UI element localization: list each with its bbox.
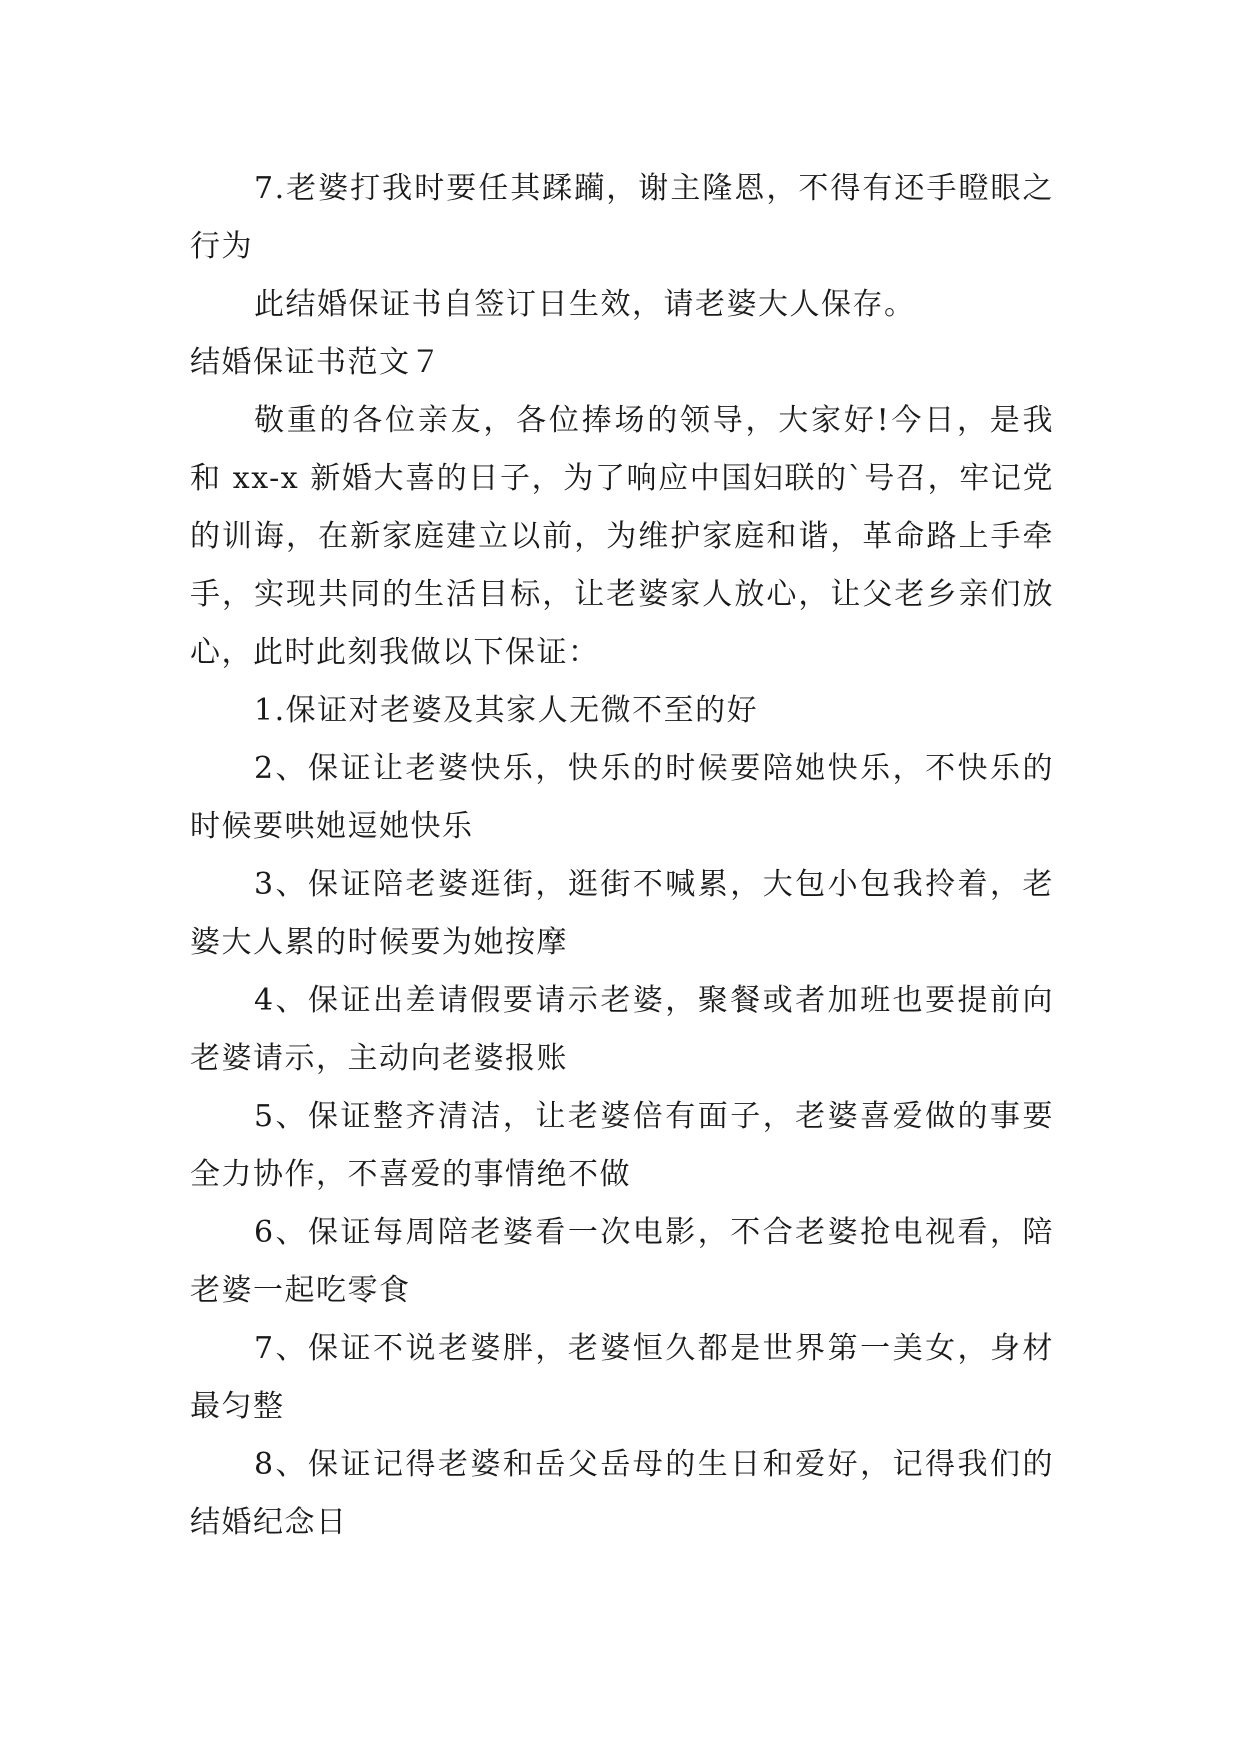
pledge-item-6: 6、保证每周陪老婆看一次电影，不合老婆抢电视看，陪老婆一起吃零食 bbox=[190, 1215, 1054, 1308]
paragraph-effective-notice: 此结婚保证书自签订日生效，请老婆大人保存。 bbox=[254, 287, 916, 322]
document-body bbox=[190, 160, 1054, 1552]
pledge-item-2: 2、保证让老婆快乐，快乐的时候要陪她快乐，不快乐的时候要哄她逗她快乐 bbox=[190, 751, 1054, 844]
pledge-item-4: 4、保证出差请假要请示老婆，聚餐或者加班也要提前向老婆请示，主动向老婆报账 bbox=[190, 983, 1054, 1076]
pledge-item-1: 1.保证对老婆及其家人无微不至的好 bbox=[254, 693, 759, 728]
pledge-item-5: 5、保证整齐清洁，让老婆倍有面子，老婆喜爱做的事要全力协作，不喜爱的事情绝不做 bbox=[190, 1099, 1054, 1192]
pledge-item-3: 3、保证陪老婆逛街，逛街不喊累，大包小包我拎着，老婆大人累的时候要为她按摩 bbox=[190, 867, 1054, 960]
pledge-item-8: 8、保证记得老婆和岳父岳母的生日和爱好，记得我们的结婚纪念日 bbox=[190, 1447, 1054, 1540]
section-heading: 结婚保证书范文７ bbox=[190, 345, 442, 380]
pledge-item-7: 7、保证不说老婆胖，老婆恒久都是世界第一美女，身材最匀整 bbox=[190, 1331, 1054, 1424]
paragraph-rule-7-beating: 7.老婆打我时要任其蹂躏，谢主隆恩，不得有还手瞪眼之行为 bbox=[190, 171, 1054, 264]
paragraph-introduction: 敬重的各位亲友，各位捧场的领导，大家好!今日，是我和 xx-x 新婚大喜的日子，为了响应中国妇联的`号召，牢记党的训诲，在新家庭建立以前，为维护家庭和谐，革命路上手牵手，实现共同的生活目标，让老婆家人放心，让父老乡亲们放心，此时此刻我做以下保证： bbox=[190, 403, 1054, 670]
